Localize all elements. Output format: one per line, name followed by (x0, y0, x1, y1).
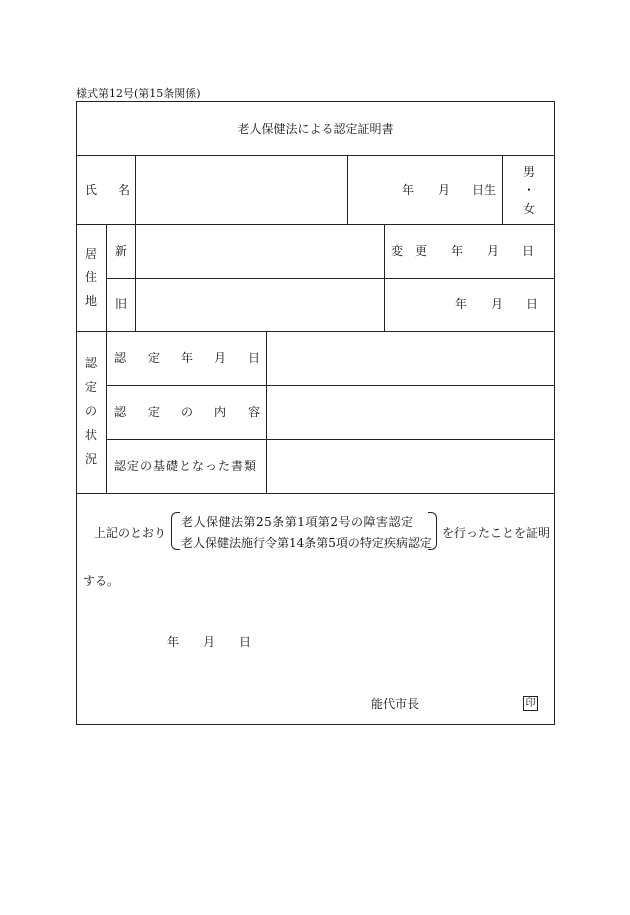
gender-male: 男 (523, 165, 536, 179)
issuer-name: 能代市長 (371, 697, 420, 711)
rule-address-bottom (76, 331, 555, 332)
certificate-title: 老人保健法による認定証明書 (237, 122, 394, 136)
cert-content-label-1: 認 (114, 405, 127, 419)
change-label-1: 変 (391, 244, 404, 258)
rule-address-date (384, 224, 385, 331)
cert-date-label-1: 認 (114, 351, 127, 365)
name-label-2: 名 (118, 183, 131, 197)
rule-name-label (135, 155, 136, 224)
new-address-label: 新 (115, 244, 128, 258)
cert-date-label-3: 年 (181, 351, 194, 365)
rule-name-gender (502, 155, 503, 224)
statement-prefix: 上記のとおり (94, 526, 167, 540)
status-label-2: 定 (85, 380, 98, 394)
gender-separator: ・ (523, 183, 536, 197)
address-label-1: 居 (85, 247, 98, 261)
old-day-label: 日 (526, 297, 539, 311)
change-day-label: 日 (522, 244, 535, 258)
rule-address-subcol (135, 224, 136, 331)
form-number: 様式第12号(第15条関係) (76, 87, 201, 100)
rule-status-1 (106, 385, 555, 386)
address-label-3: 地 (85, 294, 98, 308)
statement-option-1: 老人保健法第25条第1項第2号の障害認定 (181, 515, 414, 529)
change-label-2: 更 (415, 244, 428, 258)
change-year-label: 年 (451, 244, 464, 258)
address-label-2: 住 (85, 270, 98, 284)
issue-month-label: 月 (203, 635, 216, 649)
left-brace (171, 512, 180, 550)
birth-year-label: 年 (402, 183, 415, 197)
seal-mark: 印 (523, 696, 538, 711)
name-label-1: 氏 (85, 183, 98, 197)
rule-status-2 (106, 439, 555, 440)
issue-year-label: 年 (167, 635, 180, 649)
rule-name-bottom (76, 224, 555, 225)
old-year-label: 年 (455, 297, 468, 311)
old-month-label: 月 (491, 297, 504, 311)
right-brace (428, 512, 437, 550)
rule-status-bottom (76, 493, 555, 494)
statement-suffix: を行ったことを証明 (442, 526, 551, 540)
cert-content-label-5: 容 (248, 405, 261, 419)
cert-content-label-2: 定 (148, 405, 161, 419)
status-label-1: 認 (85, 356, 98, 370)
birth-day-label: 日生 (472, 183, 497, 197)
rule-name-date (347, 155, 348, 224)
rule-left-column (106, 224, 107, 493)
change-month-label: 月 (487, 244, 500, 258)
status-label-4: 状 (85, 428, 98, 442)
rule-status-value (266, 331, 267, 493)
status-label-5: 況 (85, 452, 98, 466)
rule-address-middle (106, 278, 555, 279)
issue-day-label: 日 (239, 635, 252, 649)
cert-documents-label: 認定の基礎となった書類 (114, 459, 258, 473)
statement-option-2: 老人保健法施行令第14条第5項の特定疾病認定 (181, 536, 432, 550)
old-address-label: 旧 (115, 297, 128, 311)
rule-title-bottom (76, 155, 555, 156)
cert-content-label-4: 内 (214, 405, 227, 419)
cert-date-label-5: 日 (248, 351, 261, 365)
statement-continuation: する。 (83, 574, 120, 588)
cert-date-label-2: 定 (148, 351, 161, 365)
cert-content-label-3: の (181, 405, 194, 419)
birth-month-label: 月 (438, 183, 451, 197)
cert-date-label-4: 月 (214, 351, 227, 365)
gender-female: 女 (523, 202, 536, 216)
status-label-3: の (85, 404, 98, 418)
